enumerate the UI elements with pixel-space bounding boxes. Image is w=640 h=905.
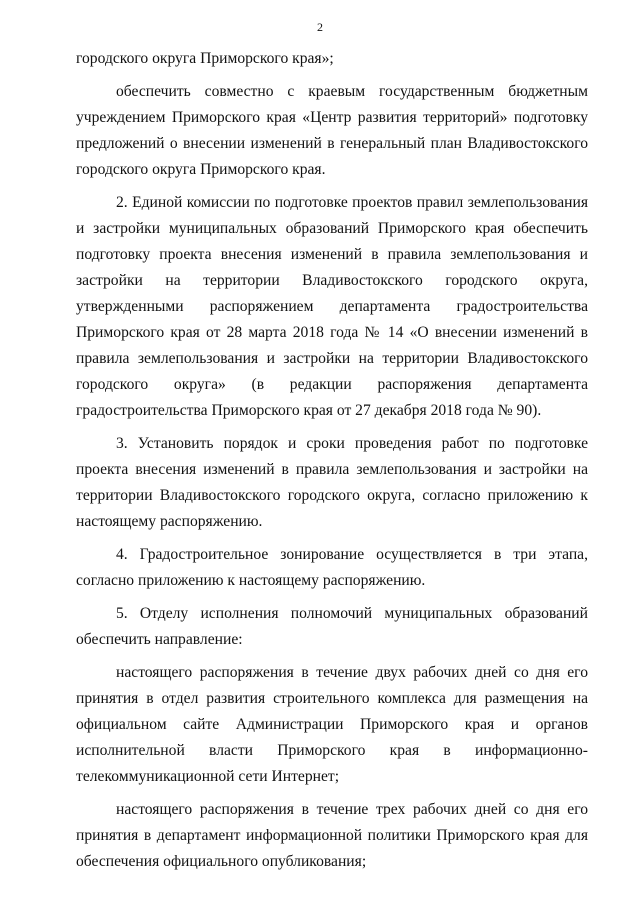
paragraph-official-publication: настоящего распоряжения в течение трех рабочих дней со дня его принятия в департамент информационной политики Приморского края для обеспечения официального опубликования; <box>76 801 588 870</box>
paragraph-internet-publication: настоящего распоряжения в течение двух рабочих дней со дня его принятия в отдел развития строительного комплекса для размещения на официальном сайте Администрации Приморского края и органов исполнительной власти Приморского края в информационно-телекоммуникационной сети Интернет; <box>76 664 588 785</box>
paragraph-item-5: 5. Отделу исполнения полномочий муниципальных образований обеспечить направление: <box>76 605 588 648</box>
page-number: 2 <box>317 20 323 34</box>
paragraph-continuation: городского округа Приморского края»; <box>76 50 334 67</box>
paragraph-item-3: 3. Установить порядок и сроки проведения работ по подготовке проекта внесения изменений в правила землепользования и застройки на территории Владивостокского городского округа, согласно приложению к настоящему распоряжению. <box>76 435 588 530</box>
paragraph-item-2: 2. Единой комиссии по подготовке проектов правил землепользования и застройки муниципальных образований Приморского края обеспечить подготовку проекта внесения изменений в правила землепользования и застройки на территории Владивостокского городского округа, утвержденными распоряжением департамента градостроительства Приморского края от 28 марта 2018 года № 14 «О внесении изменений в правила землепользования и застройки на территории Владивостокского городского округа» (в редакции распоряжения департамента градостроительства Приморского края от 27 декабря 2018 года № 90). <box>76 194 588 419</box>
paragraph-item-4: 4. Градостроительное зонирование осуществляется в три этапа, согласно приложению к настоящему распоряжению. <box>76 546 588 589</box>
document-body <box>76 46 588 882</box>
paragraph-ensure-proposals: обеспечить совместно с краевым государственным бюджетным учреждением Приморского края «Центр развития территорий» подготовку предложений о внесении изменений в генеральный план Владивостокского городского округа Приморского края. <box>76 83 588 178</box>
